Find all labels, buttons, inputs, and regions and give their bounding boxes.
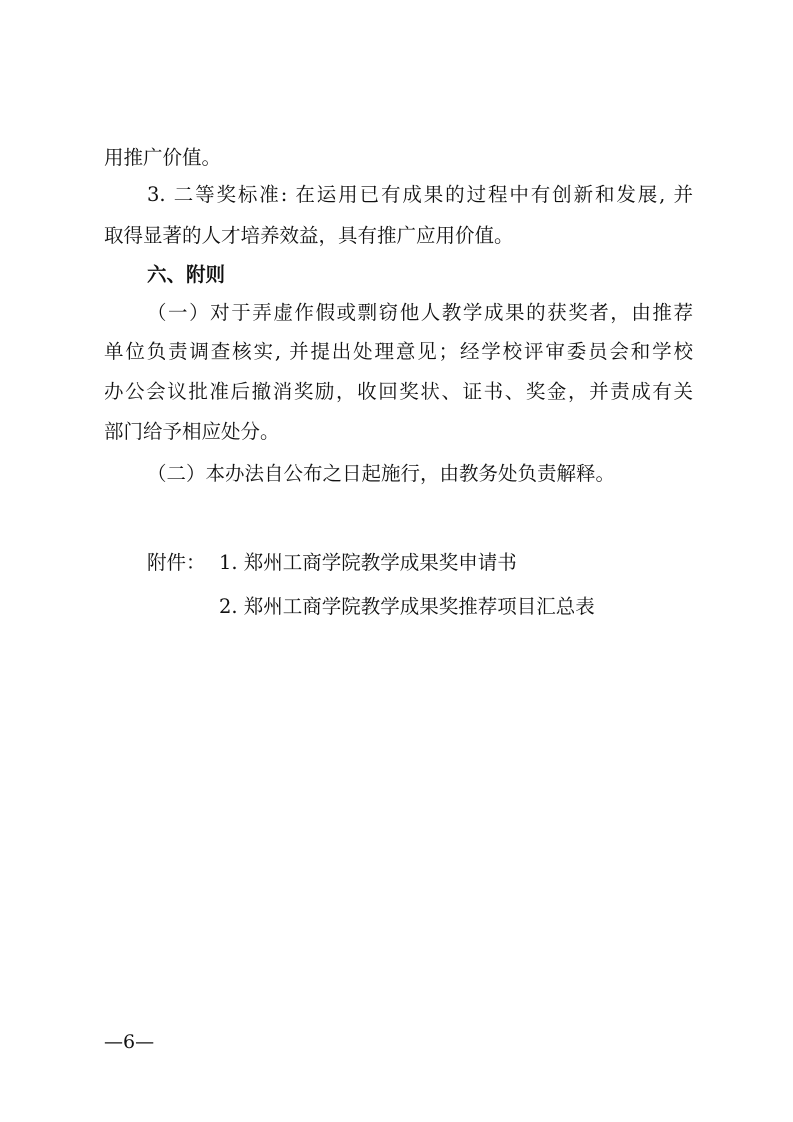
attachment-item: 2. 郑州工商学院教学成果奖推荐项目汇总表	[219, 595, 595, 618]
paragraph-line: （一）对于弄虚作假或剽窃他人教学成果的获奖者，由推荐	[147, 301, 693, 324]
paragraph-line: 用推广价值。	[104, 146, 222, 169]
paragraph-line: 办公会议批准后撤消奖励，收回奖状、证书、奖金，并责成有关	[104, 380, 693, 403]
paragraph-line: （二）本办法自公布之日起施行，由教务处负责解释。	[147, 462, 616, 485]
section-heading: 六、附则	[147, 263, 226, 286]
paragraph-line: 部门给予相应处分。	[104, 420, 280, 443]
paragraph-line: 取得显著的人才培养效益，具有推广应用价值。	[104, 224, 514, 247]
page-number: —6—	[104, 1031, 155, 1053]
paragraph-line: 单位负责调查核实, 并提出处理意见；经学校评审委员会和学校	[104, 340, 693, 363]
attachment-item: 1. 郑州工商学院教学成果奖申请书	[219, 551, 517, 574]
attachments-label: 附件：	[147, 551, 206, 574]
paragraph-line: 3. 二等奖标准: 在运用已有成果的过程中有创新和发展, 并	[147, 183, 693, 206]
